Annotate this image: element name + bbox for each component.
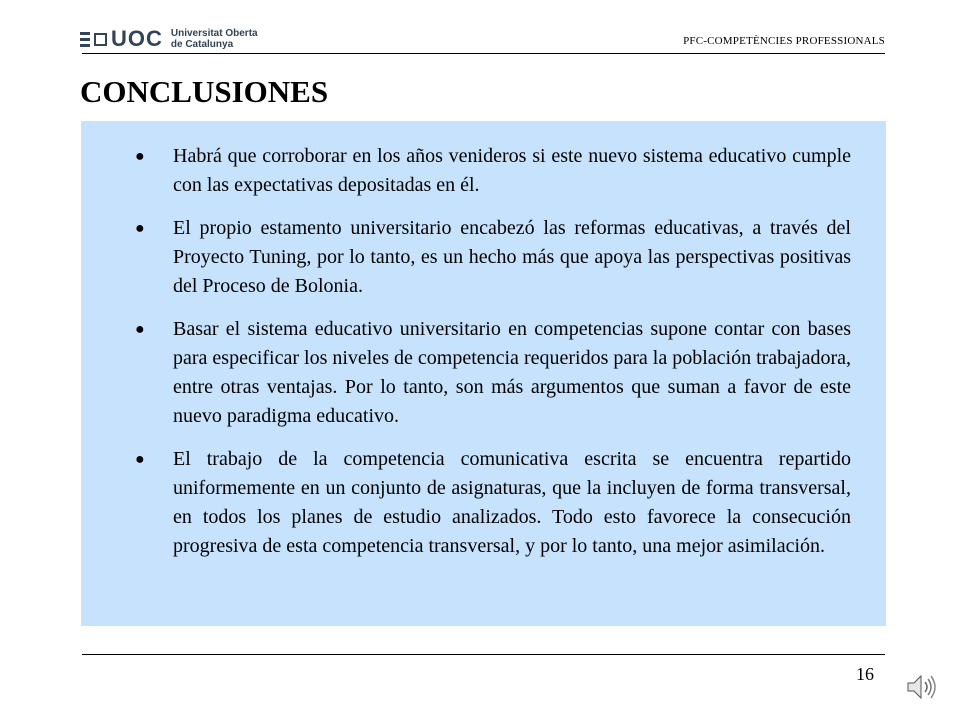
bullet-icon: ● bbox=[135, 220, 145, 237]
footer-divider bbox=[82, 654, 885, 655]
speaker-icon[interactable] bbox=[906, 672, 938, 702]
logo-subtitle-line-2: de Catalunya bbox=[170, 39, 234, 50]
logo-subtitle bbox=[171, 28, 258, 50]
bullet-item bbox=[131, 214, 851, 301]
bullet-text: Habrá que corroborar en los años venideros si este nuevo sistema educativo cumple con las expectativas depositadas en él. bbox=[173, 145, 851, 196]
bullet-item bbox=[131, 445, 851, 561]
bullet-list bbox=[131, 142, 851, 575]
slide-title: CONCLUSIONES bbox=[80, 74, 329, 109]
bullet-item bbox=[131, 315, 851, 431]
header-divider bbox=[82, 53, 885, 54]
logo-text: UOC bbox=[111, 26, 163, 51]
uoc-logo bbox=[80, 26, 258, 52]
bullet-text: El propio estamento universitario encabezó las reformas educativas, a través del Proyecto Tuning, por lo tanto, es un hecho más que apoya las perspectivas positivas del Proceso de Bolonia. bbox=[173, 217, 851, 297]
bullet-icon: ● bbox=[135, 451, 145, 468]
bullet-text: Basar el sistema educativo universitario en competencias supone contar con bases para especificar los niveles de competencia requeridos para la población trabajadora, entre otras ventajas. Por lo tanto, son más argumentos que suman a favor de este nuevo paradigma educativo. bbox=[173, 318, 852, 427]
page-number: 16 bbox=[856, 664, 874, 684]
bullet-item bbox=[131, 142, 851, 200]
bullet-text: El trabajo de la competencia comunicativa escrita se encuentra repartido uniformemente en un conjunto de asignaturas, que la incluyen de forma transversal, en todos los planes de estudio analizados. Todo esto favorece la consecución progresiva de esta competencia transversal, y por lo tanto, una mejor asimilación. bbox=[173, 448, 851, 557]
logo-subtitle-line-1: Universitat Oberta bbox=[170, 28, 258, 39]
bullet-icon: ● bbox=[135, 321, 145, 338]
running-header-title: PFC-COMPETÈNCIES PROFESSIONALS bbox=[683, 35, 885, 47]
bullet-icon: ● bbox=[135, 148, 145, 165]
content-panel bbox=[81, 121, 886, 626]
uoc-logo-mark-icon bbox=[80, 32, 107, 47]
